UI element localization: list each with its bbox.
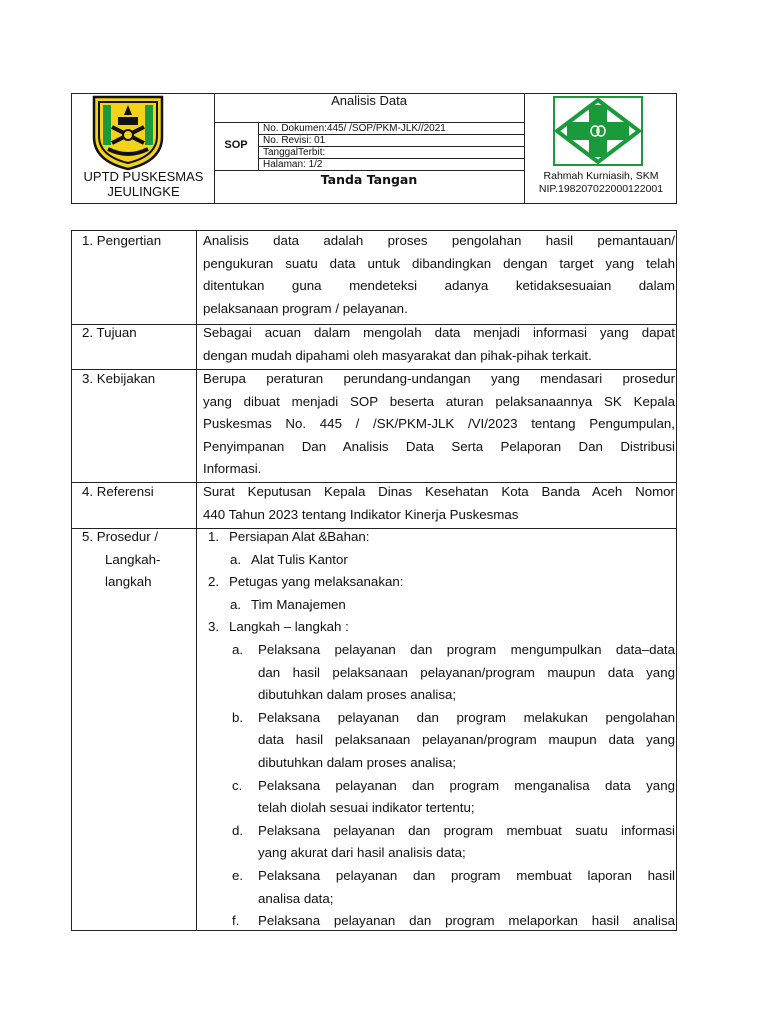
page-title: Analisis Data [331, 93, 407, 108]
section-body-pengertian: Analisis data adalah proses pengolahan hasil pemantauan/ pengukuran suatu data untuk dibandingkan dengan target yang telah ditentukan guna mendeteksi adanya ketidaksesuaian dalam pelaksanaan program / pelayanan. [203, 233, 675, 316]
section-body-referensi: Surat Keputusan Kepala Dinas Kesehatan Kota Banda Aceh Nomor 440 Tahun 2023 tentang Indikator Kinerja Puskesmas [203, 484, 675, 522]
revision-field: No. Revisi: 01 [263, 135, 326, 146]
list-item: a. Tim Manajemen [230, 596, 346, 612]
step-item: f. Pelaksana pelayanan dan program melaporkan hasil analisa [232, 913, 675, 929]
step-item: a. Pelaksana pelayanan dan program mengumpulkan data–data dan hasil pelaksanaan pelayanan/program maupun data yang dibutuhkan dalam proses analisa; [232, 641, 675, 703]
sop-label: SOP [224, 139, 248, 151]
section-label-prosedur: 5. Prosedur / Langkah- langkah [82, 529, 161, 590]
puskesmas-logo-icon [553, 96, 643, 166]
signer-nip: NIP.198207022000122001 [538, 183, 664, 195]
section-label-pengertian: 1. Pengertian [82, 233, 162, 248]
doc-number-field: No. Dokumen:445/ /SOP/PKM-JLK//2021 [263, 123, 446, 134]
list-item: 3. Langkah – langkah : [208, 619, 349, 635]
step-item: d. Pelaksana pelayanan dan program membuat suatu informasi yang akurat dari hasil analisis data; [232, 822, 675, 861]
signer-block [526, 170, 676, 196]
section-label-referensi: 4. Referensi [82, 484, 154, 499]
list-item: 2. Petugas yang melaksanakan: [208, 574, 404, 590]
signer-name: Rahmah Kurniasih, SKM [543, 170, 659, 182]
section-body-kebijakan: Berupa peraturan perundang-undangan yang mendasari prosedur yang dibuat menjadi SOP beserta aturan pelaksanaannya SK Kepala Puskesmas No. 445 / /SK/PKM-JLK /VI/2023 tentang Pengumpulan, Penyimpanan Dan Analisis Data Serta Pelaporan Dan Distribusi Informasi. [203, 371, 675, 477]
list-item: a. Alat Tulis Kantor [230, 551, 348, 567]
list-item: 1. Persiapan Alat &Bahan: [208, 529, 370, 544]
section-body-tujuan: Sebagai acuan dalam mengolah data menjadi informasi yang dapat dengan mudah dipahami oleh masyarakat dan pihak-pihak terkait. [203, 325, 675, 363]
org-name: UPTD PUSKESMAS JEULINGKE [83, 169, 204, 199]
step-item: c. Pelaksana pelayanan dan program menganalisa data yang telah diolah sesuai indikator tertentu; [232, 777, 675, 816]
section-body-prosedur [203, 526, 675, 933]
step-item: e. Pelaksana pelayanan dan program membuat laporan hasil analisa data; [232, 867, 675, 906]
signature-label: Tanda Tangan [320, 172, 418, 187]
page-number-field: Halaman: 1/2 [263, 159, 323, 170]
section-label-tujuan: 2. Tujuan [82, 325, 137, 340]
step-item: b. Pelaksana pelayanan dan program melakukan pengolahan data hasil pelaksanaan pelayanan/program maupun data yang dibutuhkan dalam proses analisa; [232, 709, 675, 770]
publish-date-field: TanggalTerbit: [263, 147, 326, 158]
puskesmas-emblem-icon [88, 93, 168, 171]
section-label-kebijakan: 3. Kebijakan [82, 371, 156, 386]
